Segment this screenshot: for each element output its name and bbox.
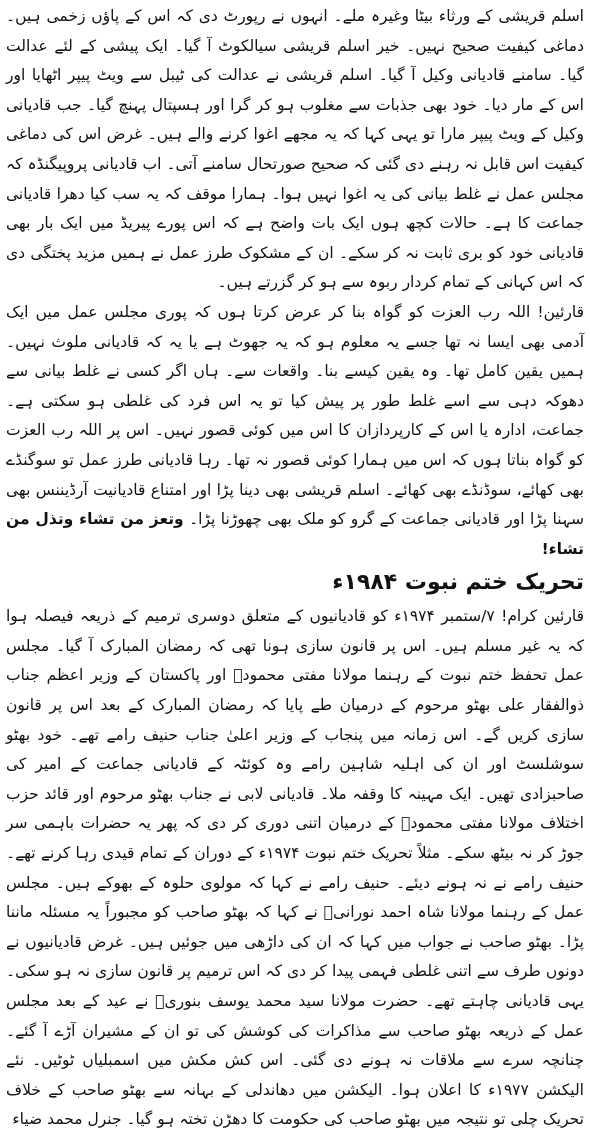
paragraph-2-text: قارئین! اللہ رب العزت کو گواہ بنا کر عرض کرتا ہوں کہ پوری مجلس عمل میں ایک آدمی بھی ایسا نہ تھا جسے یہ معلوم ہو کہ یہ جھوٹ ہے یا یہ کہ قادیانی ملوث نہیں۔ ہمیں یقین کامل تھا۔ وہ یقین کیسے بنا۔ واقعات سے۔ ہاں اگر کسی نے غلط بیانی سے دھوکہ دہی سے اسے غلط طور پر پیش کیا تو یہ اس فرد کی غلطی ہو سکتی ہے۔ جماعت، ادارہ یا اس کے کارپردازان کا اس میں کوئی قصور نہیں۔ اس پر اللہ رب العزت کو گواہ بناتا ہوں کہ اس میں ہمارا کوئی قصور نہ تھا۔ رہا قادیانی طرز عمل تو سوگنڈے بھی کھائے، سوڈنڈے بھی کھائے۔ اسلم قریشی بھی دینا پڑا اور امتناع قادیانیت آرڈیننس بھی سہنا پڑا اور قادیانی جماعت کے گرو کو ملک بھی چھوڑنا پڑا۔ — [6, 302, 584, 529]
paragraph-3 — [6, 602, 584, 1135]
paragraph-3-text: قارئین کرام! ۷/ستمبر ۱۹۷۴ء کو قادیانیوں کے متعلق دوسری ترمیم کے ذریعہ فیصلہ ہوا کہ یہ غیر مسلم ہیں۔ اس پر قانون سازی ہونا تھی کہ رمضان المبارک آ گیا۔ مجلس عمل تحفظ ختم نبوت کے رہنما مولانا مفتی محمودؒ اور پاکستان کے وزیر اعظم جناب ذوالفقار علی بھٹو مرحوم کے درمیان طے پایا کہ رمضان المبارک کے بعد اس پر قانون سازی کریں گے۔ اس زمانہ میں پنجاب کے وزیر اعلیٰ جناب حنیف رامے تھے۔ خود بھٹو سوشلسٹ اور ان کی اہلیہ شاہین رامے وہ کوئٹہ کے قادیانی جماعت کے امیر کی صاحبزادی تھیں۔ ایک مہینہ کا وقفہ ملا۔ قادیانی لابی نے جناب بھٹو مرحوم اور قائد حزب اختلاف مولانا مفتی محمودؒ کے درمیان اتنی دوری کر دی کہ پھر یہ حضرات باہمی سر جوڑ کر نہ بیٹھ سکے۔ مثلاً تحریک ختم نبوت ۱۹۷۴ء کے دوران کے تمام قیدی رہا کرنے تھے۔ حنیف رامے نے نہ ہونے دیئے۔ حنیف رامے نے کہا کہ مولوی حلوہ کے بھوکے ہیں۔ مجلس عمل کے رہنما مولانا شاہ احمد نورانیؒ نے کہا کہ بھٹو صاحب کو مجبوراً یہ مسئلہ ماننا پڑا۔ بھٹو صاحب نے جواب میں کہا کہ ان کی داڑھی میں جوئیں ہیں۔ غرض قادیانیوں نے دونوں طرف سے اتنی غلطی فہمی پیدا کر دی کہ اس ترمیم پر قانون سازی نہ ہو سکی۔ یہی قادیانی چاہتے تھے۔ حضرت مولانا سید محمد یوسف بنوریؒ نے عید کے بعد مجلس عمل کے ذریعہ بھٹو صاحب سے مذاکرات کی کوشش کی تو ان کے مشیران آڑے آ گئے۔ چنانچہ سرے سے ملاقات نہ ہونے دی گئی۔ اس کش مکش میں اسمبلیاں ٹوٹیں۔ نئے الیکشن ۱۹۷۷ء کا اعلان ہوا۔ الیکشن میں دھاندلی کے بہانہ سے بھٹو صاحب کے خلاف تحریک چلی تو نتیجہ میں بھٹو صاحب کی حکومت کا دھڑن تختہ ہو گیا۔ جنرل محمد ضیاء — [6, 607, 584, 1129]
quranic-verse: وتعز من تشاء وتذل من تشاء! — [6, 510, 584, 558]
section-heading: تحریک ختم نبوت ۱۹۸۴ء — [332, 570, 584, 596]
paragraph-2 — [6, 298, 584, 564]
paragraph-1 — [6, 2, 584, 298]
paragraph-1-text: اسلم قریشی کے ورثاء بیٹا وغیرہ ملے۔ انہوں نے رپورٹ دی کہ اس کے پاؤں زخمی ہیں۔ دماغی کیفیت صحیح نہیں۔ خیر اسلم قریشی سیالکوٹ آ گیا۔ ایک پیشی کے لئے عدالت گیا۔ سامنے قادیانی وکیل آ گیا۔ اسلم قریشی نے عدالت کی ٹیبل سے ویٹ پیپر اٹھایا اور اس کے مار دیا۔ خود بھی جذبات سے مغلوب ہو کر گرا اور ہسپتال پہنچ گیا۔ جب قادیانی وکیل کے ویٹ پیپر مارا تو یہی کہا کہ یہ مجھے اغوا کرنے والے ہیں۔ غرض اس کی دماغی کیفیت اس قابل نہ رہنے دی گئی کہ صحیح صورتحال سامنے آتی۔ اب قادیانی پروپیگنڈہ کہ مجلس عمل نے غلط بیانی کی یہ اغوا نہیں ہوا۔ ہمارا موقف کہ یہ سب کیا دھرا قادیانی جماعت کا ہے۔ حالات کچھ ہوں ایک بات واضح ہے کہ اس پورے پیریڈ میں ایک بار بھی قادیانی خود کو بری ثابت نہ کر سکے۔ ان کے مشکوک طرز عمل نے ہمیں مزید پختگی دی کہ اس کہانی کے تمام کردار ربوہ سے ہو کر گزرتے ہیں۔ — [6, 7, 584, 292]
